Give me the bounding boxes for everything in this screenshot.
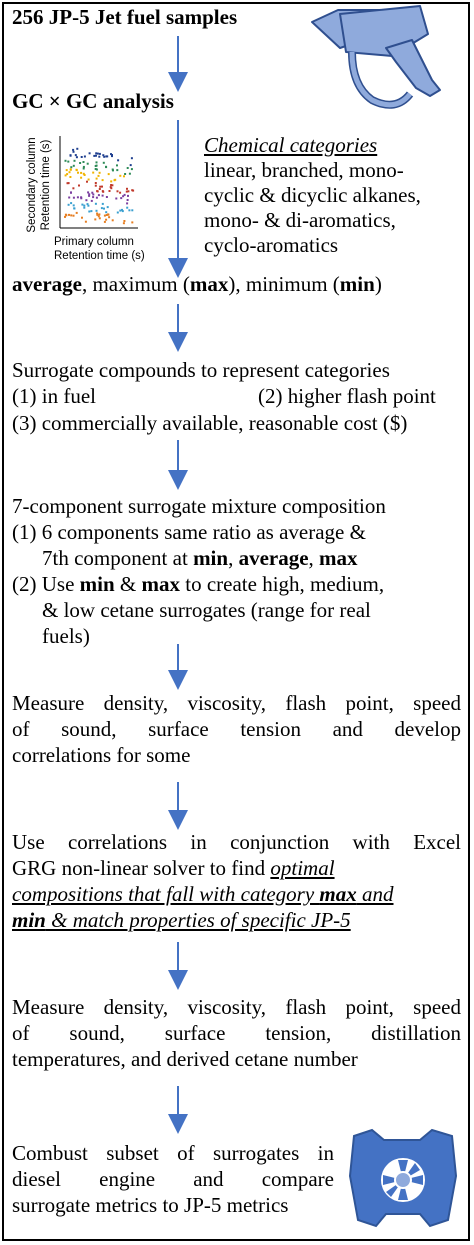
step8-line3: surrogate metrics to JP-5 metrics (12, 1193, 289, 1217)
step4-line3-text: 7th component at (42, 546, 194, 570)
step6-min: min (12, 908, 46, 932)
step6-line3-text: compositions that fall with category (12, 882, 320, 906)
stats-sep1: , maximum ( (81, 272, 190, 296)
step3-criterion-1: (1) in fuel (12, 384, 96, 408)
plot-x-label-2: Retention time (s) (54, 250, 145, 262)
step6-line1: Use correlations in conjunction with Excel (12, 830, 461, 854)
step4-line4-max: max (141, 572, 181, 596)
plot-x-label-1: Primary column (54, 236, 134, 248)
step4-line1: 7-component surrogate mixture composition (12, 494, 386, 518)
step6-line3-end: and (356, 882, 394, 906)
step6-line4-text: & match properties of specific JP-5 (45, 908, 351, 932)
step4-line4-min: min (79, 572, 115, 596)
plot-y-label-2: Retention time (s) (40, 139, 52, 231)
step5-line2: of sound, surface tension and develop (12, 717, 461, 741)
stats-average: average (12, 272, 82, 296)
step3-criterion-3: (3) commercially available, reasonable cost ($) (12, 411, 408, 435)
step6-max: max (319, 882, 357, 906)
category-line-3: mono- & di-aromatics, (204, 208, 396, 232)
step8-line2: diesel engine and compare (12, 1167, 334, 1191)
category-line-2: cyclic & dicyclic alkanes, (204, 183, 421, 207)
category-line-1: linear, branched, mono- (204, 158, 404, 182)
step5-line3: correlations for some (12, 743, 191, 767)
step3-criterion-2: (2) higher flash point (258, 384, 436, 408)
stats-max: max (189, 272, 229, 296)
step7-line2: of sound, surface tension, distillation (12, 1021, 461, 1045)
stats-end: ) (374, 272, 382, 296)
step4-min: min (193, 546, 229, 570)
stats-sep2: ), minimum ( (228, 272, 340, 296)
step3-line1: Surrogate compounds to represent categories (12, 358, 390, 382)
step1-title: 256 JP-5 Jet fuel samples (12, 5, 238, 29)
stats-min: min (339, 272, 375, 296)
step7-line1: Measure density, viscosity, flash point, speed (12, 995, 461, 1019)
step8-line1: Combust subset of surrogates in (12, 1141, 334, 1165)
step4-sep2: , (308, 546, 320, 570)
step7-line3: temperatures, and derived cetane number (12, 1047, 358, 1071)
step4-line6: fuels) (42, 624, 90, 648)
step6-optimal: optimal (270, 856, 335, 880)
plot-y-label-1: Secondary column (26, 137, 38, 233)
step4-line4-a: (2) Use (12, 572, 80, 596)
step5-line1: Measure density, viscosity, flash point, speed (12, 691, 461, 715)
step4-line4-sep: & (114, 572, 142, 596)
step4-average: average (238, 546, 309, 570)
step4-max: max (319, 546, 358, 570)
step2-title: GC × GC analysis (12, 89, 174, 113)
category-line-4: cyclo-aromatics (204, 233, 339, 257)
step4-line2: (1) 6 components same ratio as average & (12, 520, 366, 544)
step4-line4-b: to create high, medium, (180, 572, 385, 596)
step4-line5: & low cetane surrogates (range for real (42, 598, 371, 622)
step6-line2-text: GRG non-linear solver to find (12, 856, 266, 880)
step4-sep1: , (228, 546, 239, 570)
categories-heading: Chemical categories (204, 133, 378, 157)
